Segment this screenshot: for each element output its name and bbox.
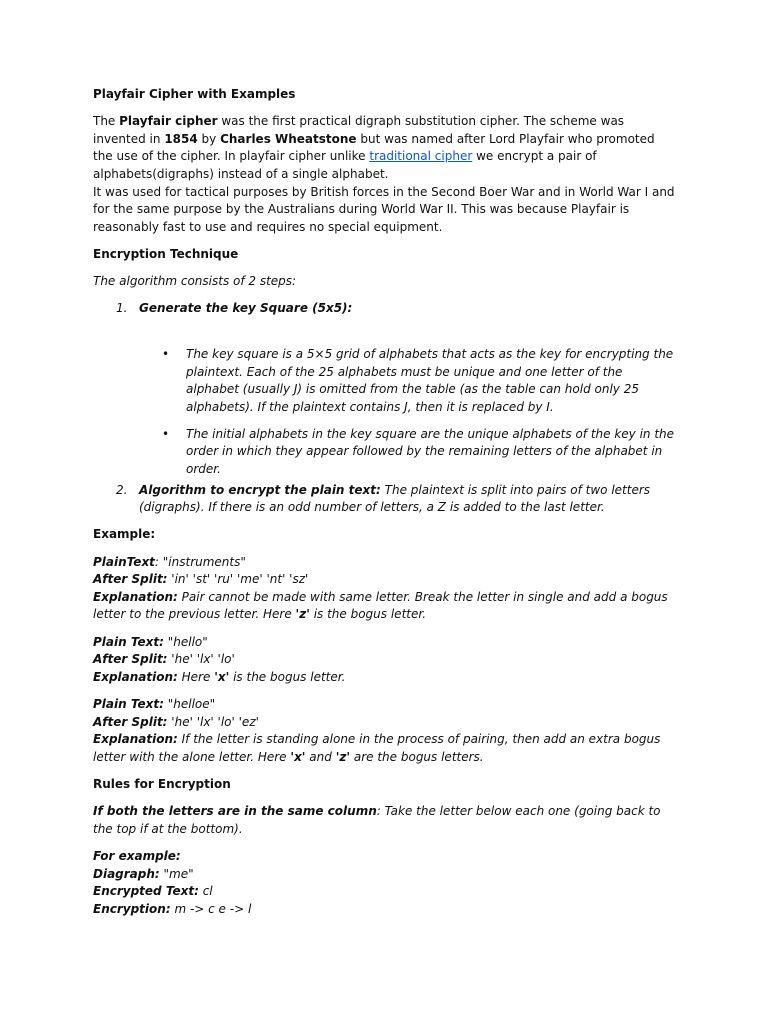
document-page [93,86,678,918]
plaintext-value: "instruments" [162,554,246,569]
explanation-label: Explanation: [93,589,178,604]
encrypted-text-label: Encrypted Text: [93,884,199,899]
bullet-text: The initial alphabets in the key square are the unique alphabets of the key in the order in which they appear followed by the remaining letters of the alphabet in order. [186,426,675,477]
after-split-value: 'in' 'st' 'ru' 'me' 'nt' 'sz' [167,572,309,587]
for-example-label: For example: [93,848,181,863]
explanation-text: Pair cannot be made with same letter. Break the letter in single and add a bogus letter to the previous letter. Here [93,589,668,622]
year-1854: 1854 [164,131,198,146]
after-split-value: 'he' 'lx' 'lo' 'ez' [167,714,259,729]
step-1 [93,300,678,318]
bullet-icon: • [162,426,170,441]
example-block: PlainText: "instruments" After Split: 'in' 'st' 'ru' 'me' 'nt' 'sz' Explanation: Pair cannot be made with same letter. Break the letter in single and add a bogus letter to the previous letter. Here 'z' is the bogus letter. [93,554,668,622]
rule-label: If both the letters are in the same column [93,804,377,819]
section-heading-rules: Rules for Encryption [93,776,231,791]
intro-text: The [93,114,120,129]
document-title: Playfair Cipher with Examples [93,87,296,101]
plaintext-label: Plain Text: [93,634,164,649]
explanation-text: is the bogus letter. [309,607,427,622]
traditional-cipher-link[interactable]: traditional cipher [369,149,473,164]
intro-text: we encrypt a pair of alphabets(digraphs) instead of a single alphabet. [93,149,597,181]
encryption-value: m -> c e -> l [170,901,252,916]
after-split-label: After Split: [93,572,168,587]
explanation-label: Explanation: [93,732,178,747]
after-split-label: After Split: [93,714,168,729]
intro-text: was the first practical digraph substitution cipher. The scheme was invented in [93,114,625,146]
explanation-text: is the bogus letter. [229,669,346,684]
intro-text: but was named after Lord Playfair who promoted the use of the cipher. In playfair cipher unlike [93,131,655,164]
history-text: It was used for tactical purposes by British forces in the Second Boer War and in World War I and for the same purpose by the Australians during World War II. This was because Playfair is reasonably fast to use and requires no special equipment. [93,184,675,234]
step-label: Generate the key Square (5x5): [139,301,353,316]
algorithm-lead: The algorithm consists of 2 steps: [93,274,297,289]
intro-paragraph [93,113,678,236]
step-number: 2. [116,482,128,497]
bullet-text: The key square is a 5×5 grid of alphabets that acts as the key for encrypting the plaintext. Each of the 25 alphabets must be unique and one letter of the alphabet (usually J) is omitted from the table (as the table can hold only 25 alphabets). If the plaintext contains J, then it is replaced by I. [186,346,674,414]
bogus-letter: 'z' [295,607,310,622]
diagraph-value: "me" [159,866,194,881]
after-split-label: After Split: [93,652,168,667]
explanation-text: If the letter is standing alone in the process of pairing, then add an extra bogus letter with the alone letter. Here [93,732,661,764]
bogus-letter: 'z' [335,749,351,764]
step-number: 1. [116,301,128,316]
bogus-letter: 'x' [214,669,230,684]
explanation-label: Explanation: [93,669,178,684]
section-heading-example: Example: [93,527,156,542]
rule-same-column [93,803,678,838]
bogus-letter: 'x' [290,749,306,764]
rule-text: : Take the letter below each one (going back to the top if at the bottom). [93,804,661,836]
example-block [93,634,678,687]
plaintext-label: PlainText [93,554,155,569]
bullet-item [93,346,678,416]
after-split-value: 'he' 'lx' 'lo' [167,652,235,667]
explanation-text: and [305,749,336,764]
bullet-item [93,426,678,479]
encrypted-text-value: cl [198,884,213,899]
step-2 [93,482,678,517]
plaintext-label: Plain Text: [93,696,164,711]
rule-example-block [93,848,678,918]
diagraph-label: Diagraph: [93,866,160,881]
bullet-icon: • [162,346,170,361]
explanation-text: Here [177,669,215,684]
term-playfair-cipher: Playfair cipher [119,114,218,129]
encryption-label: Encryption: [93,901,171,916]
plaintext-value: "hello" [167,634,208,649]
plaintext-value: "helloe" [167,696,216,711]
inventor-name: Charles Wheatstone [220,131,357,146]
intro-text: by [197,131,221,146]
step-label: Algorithm to encrypt the plain text: [139,482,381,497]
step-text: The plaintext is split into pairs of two letters (digraphs). If there is an odd number of letters, a Z is added to the last letter. [139,482,651,515]
section-heading-encryption-technique: Encryption Technique [93,246,239,261]
explanation-text: are the bogus letters. [350,749,484,764]
example-block [93,696,678,766]
